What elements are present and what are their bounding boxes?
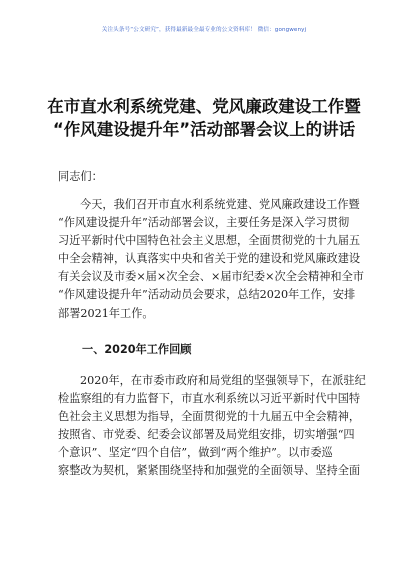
paragraph-line: 按照省、市党委、纪委会议部署及局党组安排，切实增强“四 (58, 428, 355, 442)
paragraph-line: 检监察组的有力监督下，市直水利系统以习近平新时代中国特 (58, 392, 361, 406)
paragraph-line: 察整改为契机，紧紧围绕坚持和加强党的全面领导、坚持全面 (58, 464, 361, 478)
paragraph-line: 今天，我们召开市直水利系统党建、党风廉政建设工作暨 (80, 198, 360, 211)
greeting: 同志们： (58, 170, 103, 183)
title-line-1: 在市直水利系统党建、党风廉政建设工作暨 (47, 97, 361, 116)
paragraph-line: 习近平新时代中国特色社会主义思想，全面贯彻党的十九届五 (58, 234, 361, 248)
paragraph-line: “作风建设提升年”活动部署会议，主要任务是深入学习贯彻 (58, 216, 350, 230)
paragraph-line: 部署2021年工作。 (58, 306, 154, 320)
paragraph-intro (58, 196, 364, 323)
paragraph-line: 2020年，在市委市政府和局党组的坚强领导下，在派驻纪 (80, 374, 366, 387)
title-line-2: “作风建设提升年”活动部署会议上的讲话 (52, 120, 356, 139)
paragraph-line: “作风建设提升年”活动动员会要求，总结2020年工作，安排 (58, 288, 356, 302)
paragraph-line: 有关会议及市委×届×次全会、×届市纪委×次全会精神和全市 (58, 270, 364, 284)
paragraph-line: 个意识”、坚定“四个自信”，做到“两个维护”。以市委巡 (58, 446, 333, 460)
section-heading-review: 一、2020年工作回顾 (82, 343, 192, 356)
paragraph-line: 中全会精神，认真落实中央和省关于党的建设和党风廉政建设 (58, 252, 361, 266)
header-promo-note: 关注头条号“公文研究”，获得最新最全最专业的公文资料库！ 微信：gongwenyj (101, 27, 307, 33)
paragraph-review (58, 372, 366, 481)
document-title (40, 95, 368, 141)
paragraph-line: 色社会主义思想为指导，全面贯彻党的十九届五中全会精神， (58, 410, 361, 424)
